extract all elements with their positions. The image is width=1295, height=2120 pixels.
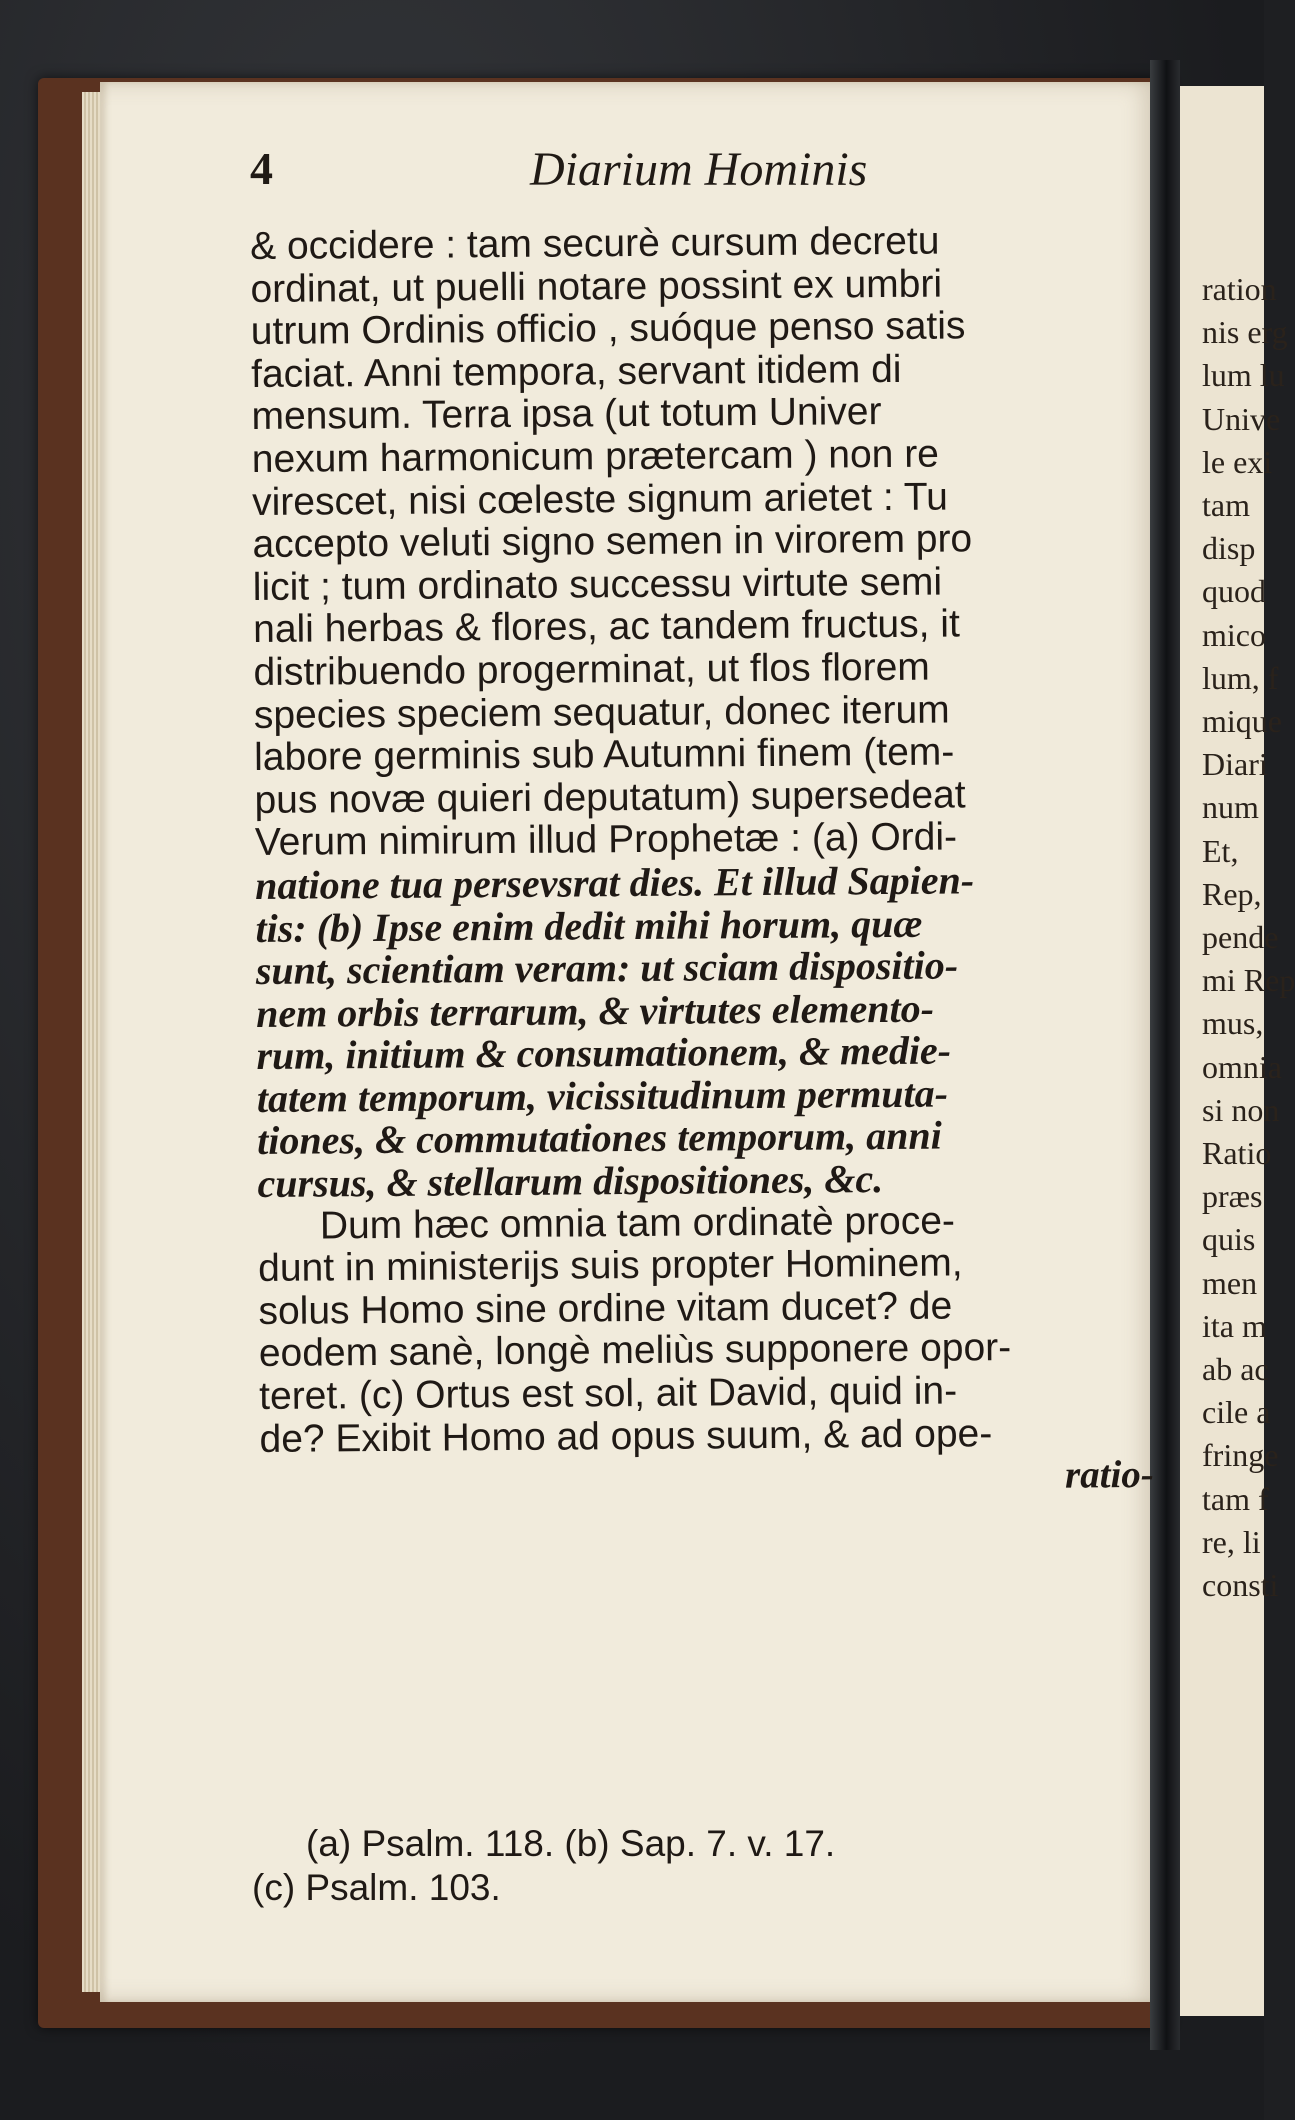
- text-line: de? Exibit Homo ad opus suum, & ad ope-: [259, 1411, 993, 1461]
- facing-page: [1180, 86, 1295, 2016]
- text-line: licit ; tum ordinato successu virtute semi: [252, 560, 943, 609]
- text-line-italic: nem orbis terrarum, & virtutes elemento-: [256, 985, 935, 1036]
- text-line: utrum Ordinis officio , suóque penso satis: [250, 304, 966, 354]
- facing-page-fragment: nis erg: [1202, 314, 1288, 351]
- facing-page-fragment: disp: [1202, 530, 1256, 567]
- text-line: pus novæ quieri deputatum) supersedeat: [254, 773, 966, 822]
- facing-page-fragment: quod: [1202, 573, 1266, 610]
- text-line: Dum hæc omnia tam ordinatè proce-: [319, 1199, 956, 1248]
- facing-page-fragment: cile a: [1202, 1394, 1271, 1431]
- facing-page-fragment: Rep,: [1202, 875, 1262, 912]
- facing-page-fragment: tam f: [1202, 1480, 1269, 1517]
- facing-page-fragment: mico: [1202, 616, 1266, 653]
- text-line-italic: tis: (b) Ipse enim dedit mihi horum, quæ: [255, 900, 923, 951]
- facing-page-fragment: men: [1202, 1264, 1258, 1301]
- facing-page-fragment: pende: [1202, 919, 1279, 956]
- facing-page-fragment: Et,: [1202, 832, 1239, 869]
- text-line: mensum. Terra ipsa (ut totum Univer: [251, 390, 882, 439]
- text-line-italic: tiones, & commutationes temporum, anni: [257, 1113, 942, 1164]
- facing-page-fragment: mus,: [1202, 1005, 1264, 1042]
- facing-page-fragment: ita m: [1202, 1307, 1267, 1344]
- text-line: Verum nimirum illud Prophetæ : (a) Ordi-: [254, 815, 958, 865]
- catchword: ratio-: [1064, 1453, 1155, 1497]
- text-line: teret. (c) Ortus est sol, ait David, quid in-: [259, 1369, 958, 1418]
- text-line: & occidere : tam securè cursum decretu: [249, 219, 940, 268]
- text-line: ordinat, ut puelli notare possint ex umbri: [250, 262, 943, 311]
- footnote-line: (c) Psalm. 103.: [252, 1867, 501, 1908]
- facing-page-fragment: præs: [1202, 1178, 1263, 1215]
- facing-page-fragment: fringe: [1202, 1437, 1279, 1474]
- facing-page-fragment: Ratio: [1202, 1135, 1272, 1172]
- text-line: labore germinis sub Autumni finem (tem-: [254, 730, 955, 780]
- text-line-italic: cursus, & stellarum dispositiones, &c.: [257, 1156, 884, 1207]
- facing-page-fragment: omnia: [1202, 1048, 1282, 1085]
- text-line: distribuendo progerminat, ut flos florem: [253, 645, 930, 694]
- facing-page-fragment: lum, f: [1202, 659, 1279, 696]
- footnote-line: (a) Psalm. 118. (b) Sap. 7. v. 17.: [306, 1823, 836, 1864]
- page-number: 4: [250, 143, 273, 194]
- text-line: nexum harmonicum prætercam ) non re: [251, 432, 940, 481]
- body-text: [250, 219, 1170, 1504]
- facing-page-fragment: tam: [1202, 487, 1250, 524]
- text-line: dunt in ministerijs suis propter Hominem,: [258, 1241, 963, 1291]
- facing-page-fragment: mique: [1202, 703, 1282, 740]
- footnotes: [252, 1822, 1152, 1910]
- facing-page-fragment: consti: [1202, 1567, 1279, 1604]
- facing-page-fragment: num: [1202, 789, 1259, 826]
- text-line: faciat. Anni tempora, servant itidem di: [250, 347, 902, 396]
- facing-page-fragment: Diari: [1202, 746, 1268, 783]
- facing-page-fragment: lum lu: [1202, 357, 1285, 394]
- facing-page-text: [1180, 86, 1295, 1607]
- text-line: solus Homo sine ordine vitam ducet? de: [258, 1284, 953, 1333]
- running-title: Diarium Hominis: [530, 143, 868, 196]
- facing-page-fragment: le exi: [1202, 443, 1273, 480]
- facing-page-fragment: mi Rep: [1202, 962, 1295, 999]
- facing-page-fragment: ration: [1202, 271, 1277, 307]
- text-line: eodem sanè, longè meliùs supponere opor-: [258, 1326, 1012, 1376]
- text-line: species speciem sequatur, donec iterum: [253, 688, 950, 737]
- facing-page-fragment: si non: [1202, 1091, 1280, 1128]
- facing-page-fragment: quis: [1202, 1221, 1256, 1258]
- facing-page-fragment: ab ac: [1202, 1351, 1269, 1388]
- text-line: nali herbas & flores, ac tandem fructus, it: [253, 602, 960, 652]
- text-line-italic: natione tua persevsrat dies. Et illud Sapien-: [255, 857, 975, 908]
- text-line-italic: tatem temporum, vicissitudinum permuta-: [256, 1070, 949, 1121]
- text-line: virescet, nisi cœleste signum arietet : Tu: [251, 475, 949, 524]
- facing-page-fragment: re, li: [1202, 1523, 1261, 1560]
- text-line: accepto veluti signo semen in virorem pro: [252, 517, 973, 567]
- text-line-italic: sunt, scientiam veram: ut sciam dispositio-: [255, 942, 959, 994]
- facing-page-fragment: Unive: [1202, 400, 1281, 437]
- text-line-italic: rum, initium & consumationem, & medie-: [256, 1027, 952, 1079]
